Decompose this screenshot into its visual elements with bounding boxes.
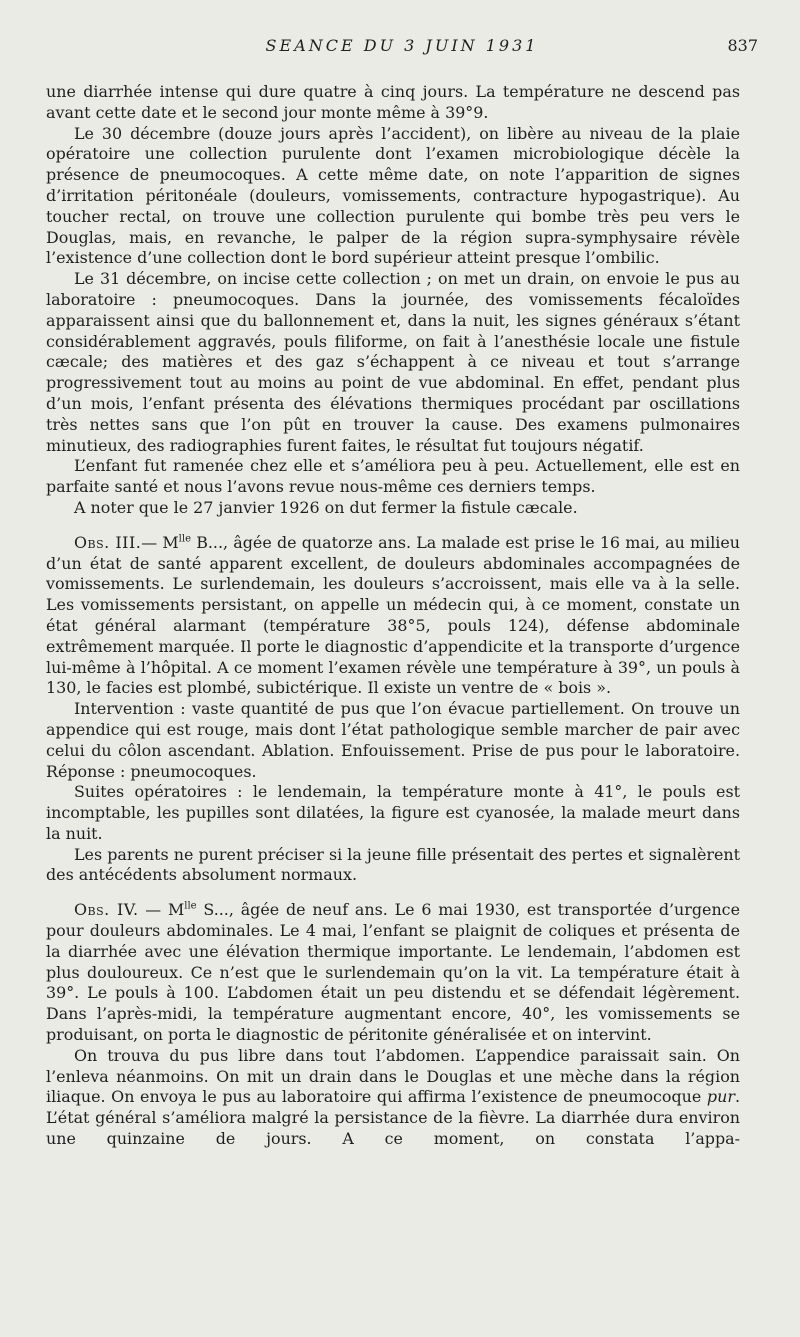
paragraph-fistule: A noter que le 27 janvier 1926 on dut fermer la fistule cæcale.	[74, 497, 578, 517]
observation-3-patient-prefix: — M	[141, 532, 179, 552]
observation-4-findings-start: On trouva du pus libre dans tout l’abdomen. L’appendice paraissait sain. On l’enleva néanmoins. On mit un drain dans le Douglas et une mèche dans la région iliaque. On envoya le pus au laboratoire qui affirma l’existence de pneumocoque	[46, 1045, 740, 1107]
observation-3-text: B..., âgée de quatorze ans. La malade est prise le 16 mai, au milieu d’un état de santé apparent excellent, de douleurs abdominales accompagnées de vomissements. Le surlendemain, les douleurs s’accroissent, mais elle va à la selle. Les vomissements persistant, on appelle un médecin qui, à ce moment, constate un état général alarmant (température 38°5, pouls 124), défense abdominale extrêmement marquée. Il porte le diagnostic d’appendicite et la transporte d’urgence lui-même à l’hôpital. A ce moment l’examen révèle une température à 39°, un pouls à 130, le facies est plombé, subictérique. Il existe un ventre de « bois ».	[46, 532, 740, 698]
observation-3-label: Obs. III.	[74, 532, 142, 552]
page-header	[46, 36, 758, 60]
observation-3-suites: Suites opératoires : le lendemain, la température monte à 41°, le pouls est incomptable, les pupilles sont dilatées, la figure est cyanosée, la malade meurt dans la nuit.	[46, 782, 740, 843]
observation-4-patient-prefix: — M	[138, 900, 185, 920]
observation-4-label: Obs. IV.	[74, 900, 139, 920]
page-number: 837	[727, 36, 758, 55]
observation-4-findings	[46, 1046, 740, 1150]
running-title: SEANCE DU 3 JUIN 1931	[265, 36, 539, 55]
observation-4-intro	[46, 900, 740, 1046]
paragraph-31-decembre: Le 31 décembre, on incise cette collection ; on met un drain, on envoie le pus au laboratoire : pneumocoques. Dans la journée, des vomissements fécaloïdes apparaissent ainsi que du ballonnement et, dans la nuit, les signes généraux s’étant considérablement aggravés, pouls filiforme, on fait à l’anesthésie locale une fistule cæcale; des matières et des gaz s’échappent à ce niveau et tout s’arrange progressivement tout au moins au point de vue abdominal. En effet, pendant plus d’un mois, l’enfant présenta des élévations thermiques procédant par oscillations très nettes sans que l’on pût en trouver la cause. Des examens pulmonaires minutieux, des radiographies furent faites, le résultat fut toujours négatif.	[46, 269, 740, 455]
paragraph-amelioration: L’enfant fut ramenée chez elle et s’améliora peu à peu. Actuellement, elle est en parfaite santé et nous l’avons revue nous-même ces derniers temps.	[46, 456, 740, 497]
paragraph-30-decembre: Le 30 décembre (douze jours après l’accident), on libère au niveau de la plaie opératoire une collection purulente dont l’examen microbiologique décèle la présence de pneumocoques. A cette même date, on note l’apparition de signes d’irritation péritonéale (douleurs, vomissements, contracture hypogastrique). Au toucher rectal, on trouve une collection purulente qui bombe très peu vers le Douglas, mais, en revanche, le palper de la région supra-symphysaire révèle l’existence d’une collection dont le bord supérieur atteint presque l’ombilic.	[46, 123, 740, 268]
page-body	[46, 82, 740, 1150]
observation-3-intervention: Intervention : vaste quantité de pus que l’on évacue partiellement. On trouve un appendice qui est rouge, mais dont l’état pathologique semble marcher de pair avec celui du côlon ascendant. Ablation. Enfouissement. Prise de pus pour le laboratoire. Réponse : pneumocoques.	[46, 699, 740, 781]
observation-4-title-sup: lle	[184, 900, 197, 912]
observation-3-intro	[46, 533, 740, 699]
observation-4-findings-end: . L’état général s’améliora malgré la persistance de la fièvre. La diarrhée dura environ une quinzaine de jours. A ce moment, on constata l’appa-	[46, 1087, 740, 1149]
observation-3-parents: Les parents ne purent préciser si la jeune fille présentait des pertes et signalèrent des antécédents absolument normaux.	[46, 844, 740, 885]
observation-4-text: S..., âgée de neuf ans. Le 6 mai 1930, est transportée d’urgence pour douleurs abdominales. Le 4 mai, l’enfant se plaignit de coliques et présenta de la diarrhée avec une élévation thermique importante. Le lendemain, l’abdomen est plus douloureux. Ce n’est que le surlendemain qu’on la vit. La température était à 39°. Le pouls à 100. L’abdomen était un peu distendu et se défendait légèrement. Dans l’après-midi, la température augmentant encore, 40°, les vomissements se produisant, on porta le diagnostic de péritonite généralisée et on intervint.	[46, 900, 740, 1045]
observation-4-italic-word: pur	[706, 1087, 735, 1107]
paragraph-continuation: une diarrhée intense qui dure quatre à cinq jours. La température ne descend pas avant cette date et le second jour monte même à 39°9.	[46, 82, 740, 122]
observation-3-title-sup: lle	[178, 533, 191, 545]
